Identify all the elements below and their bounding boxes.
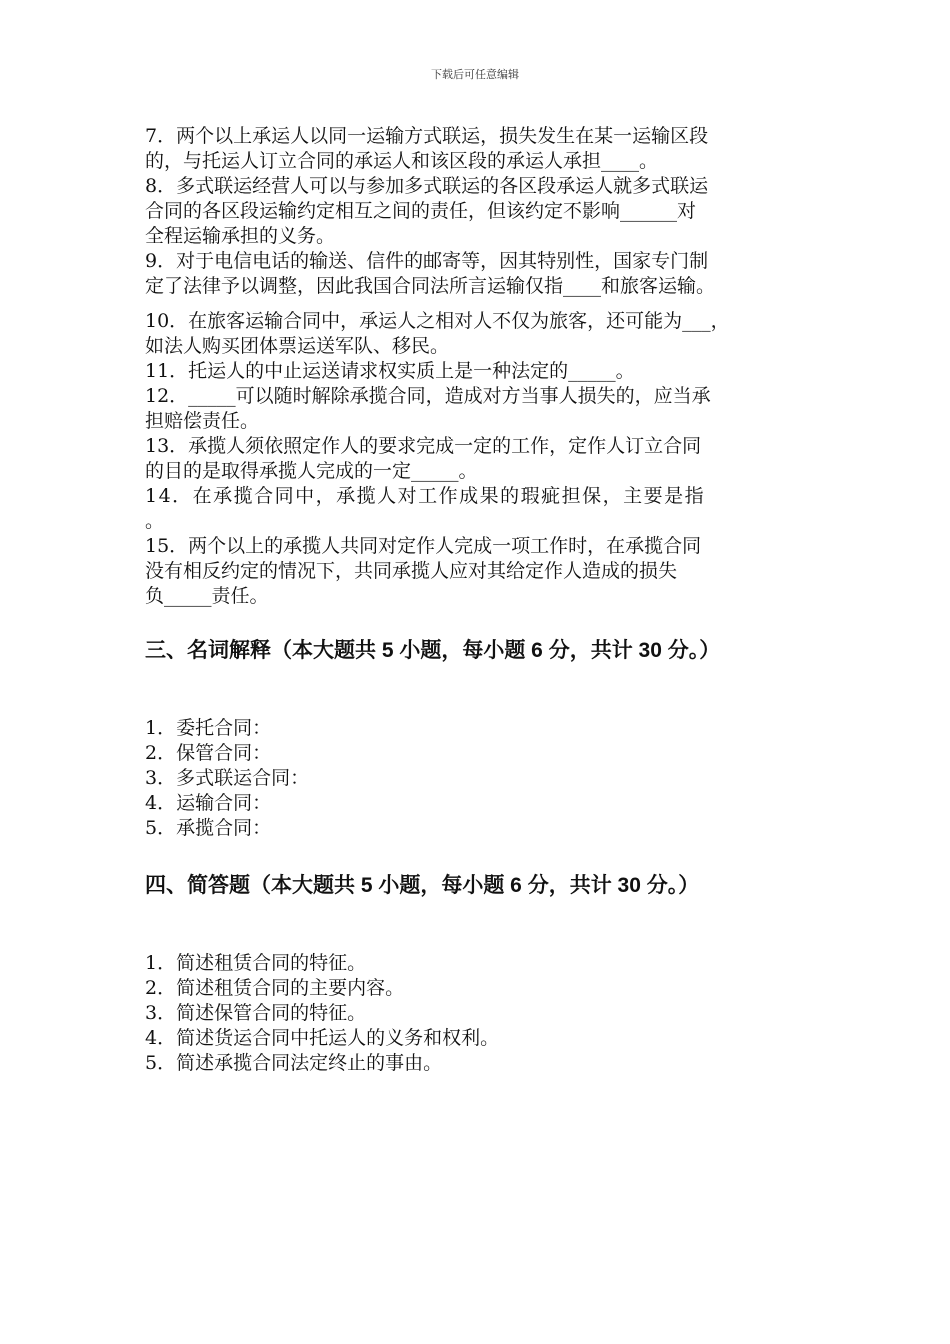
- section-4-item: 5．简述承揽合同法定终止的事由。: [145, 1052, 443, 1074]
- section-4-item: 3．简述保管合同的特征。: [145, 1002, 367, 1024]
- question-11: 11．托运人的中止运送请求权实质上是一种法定的_____。: [145, 360, 635, 382]
- section-4-item: 4．简述货运合同中托运人的义务和权利。: [145, 1027, 500, 1049]
- section-3-item: 1．委托合同：: [145, 717, 272, 739]
- question-13: 13．承揽人须依照定作人的要求完成一定的工作，定作人订立合同 的目的是取得承揽人完成的一定_____。: [145, 435, 702, 482]
- section-4-item: 1．简述租赁合同的特征。: [145, 952, 367, 974]
- question-15: 15．两个以上的承揽人共同对定作人完成一项工作时，在承揽合同 没有相反约定的情况下，共同承揽人应对其给定作人造成的损失 负_____责任。: [145, 535, 702, 607]
- document-body: [145, 124, 825, 1076]
- section-3-item: 5．承揽合同：: [145, 817, 272, 839]
- section-3-item: 4．运输合同：: [145, 792, 272, 814]
- question-14: 14．在承揽合同中，承揽人对工作成果的瑕疵担保，主要是指 。: [145, 485, 706, 532]
- page-header: 下载后可任意编辑: [431, 68, 519, 81]
- question-12: 12．_____可以随时解除承揽合同，造成对方当事人损失的，应当承 担赔偿责任。: [145, 385, 711, 432]
- question-9: 9．对于电信电话的输送、信件的邮寄等，因其特别性，国家专门制 定了法律予以调整，因此我国合同法所言运输仅指____和旅客运输。: [145, 250, 716, 297]
- question-10: 10．在旅客运输合同中，承运人之相对人不仅为旅客，还可能为___， 如法人购买团体票运送军队、移民。: [145, 310, 730, 357]
- section-3-item: 2．保管合同：: [145, 742, 272, 764]
- section-4-title: 四、简答题（本大题共 5 小题，每小题 6 分，共计 30 分。）: [145, 874, 700, 897]
- question-7: 7．两个以上承运人以同一运输方式联运，损失发生在某一运输区段 的，与托运人订立合同的承运人和该区段的承运人承担____。: [145, 125, 709, 172]
- question-8: 8．多式联运经营人可以与参加多式联运的各区段承运人就多式联运 合同的各区段运输约定相互之间的责任，但该约定不影响______对 全程运输承担的义务。: [145, 175, 709, 247]
- section-4-item: 2．简述租赁合同的主要内容。: [145, 977, 405, 999]
- section-3-item: 3．多式联运合同：: [145, 767, 310, 789]
- section-3-title: 三、名词解释（本大题共 5 小题，每小题 6 分，共计 30 分。）: [145, 639, 721, 662]
